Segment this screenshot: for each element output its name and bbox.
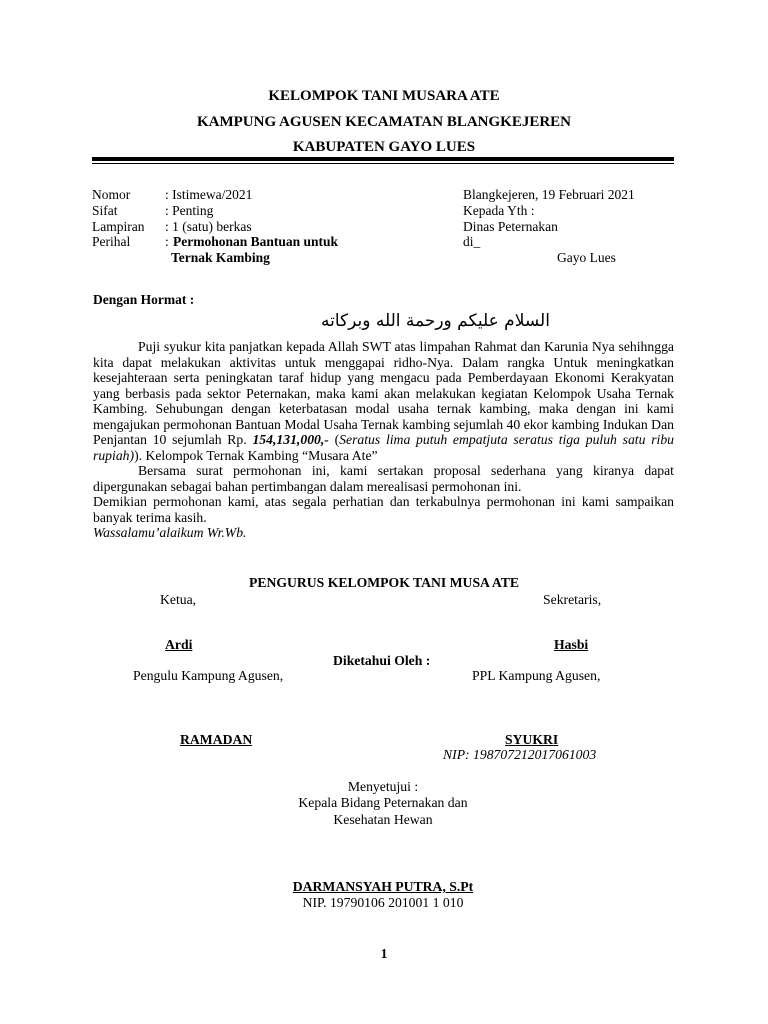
- letterhead-line-3: KABUPATEN GAYO LUES: [292, 139, 476, 155]
- place-date: Blangkejeren, 19 Februari 2021: [463, 187, 635, 202]
- letterhead-rule-thin: [92, 163, 674, 164]
- kabid-name: DARMANSYAH PUTRA, S.Pt: [292, 879, 474, 894]
- paragraph-1: [93, 339, 674, 463]
- lampiran-value: : 1 (satu) berkas: [165, 219, 252, 234]
- recipient: Dinas Peternakan: [463, 219, 558, 234]
- page-number: 1: [380, 946, 388, 961]
- diketahui-label: Diketahui Oleh :: [333, 653, 431, 668]
- sifat-label: Sifat: [92, 203, 118, 218]
- greeting: Dengan Hormat :: [93, 292, 195, 307]
- ketua-name: Ardi: [165, 637, 193, 652]
- pengulu-title: Pengulu Kampung Agusen,: [133, 668, 284, 683]
- recipient-city: Gayo Lues: [557, 250, 616, 265]
- sekretaris-title: Sekretaris,: [543, 592, 602, 607]
- perihal-value-line-1: Permohonan Bantuan untuk: [173, 234, 339, 249]
- ppl-nip: NIP: 198707212017061003: [443, 747, 597, 762]
- sekretaris-name: Hasbi: [554, 637, 589, 652]
- paragraph-3: Demikian permohonan kami, atas segala perhatian dan terkabulnya permohonan ini kami sampaikan banyak terima kasih.: [93, 494, 674, 525]
- closing-salutation: Wassalamu’alaikum Wr.Wb.: [93, 525, 247, 540]
- kabid-title-line-2: Kesehatan Hewan: [333, 812, 433, 827]
- letterhead-line-2: KAMPUNG AGUSEN KECAMATAN BLANGKEJEREN: [196, 114, 572, 130]
- sifat-value: : Penting: [165, 203, 214, 218]
- ppl-title: PPL Kampung Agusen,: [472, 668, 601, 683]
- nomor-value: : Istimewa/2021: [165, 187, 253, 202]
- di-label: di_: [463, 234, 481, 249]
- menyetujui-label: Menyetujui :: [347, 779, 419, 794]
- ketua-title: Ketua,: [160, 592, 197, 607]
- lampiran-label: Lampiran: [92, 219, 145, 234]
- amount: 154,131,000,-: [252, 432, 329, 447]
- letterhead-rule-thick: [92, 157, 674, 161]
- org-signature-title: PENGURUS KELOMPOK TANI MUSA ATE: [249, 575, 519, 590]
- amount-paren-open: (: [328, 432, 340, 447]
- perihal-colon: :: [165, 234, 169, 249]
- letterhead-line-1: KELOMPOK TANI MUSARA ATE: [268, 88, 500, 104]
- svg-text:السلام عليكم ورحمة الله وبركات: السلام عليكم ورحمة الله وبركاته: [321, 311, 550, 331]
- kabid-nip: NIP. 19790106 201001 1 010: [302, 895, 464, 910]
- letter-body: [93, 339, 674, 541]
- ppl-name: SYUKRI: [505, 732, 559, 747]
- amount-in-words: Seratus lima putuh empatjuta seratus tiga puluh satu ribu rupiah): [93, 432, 675, 463]
- perihal-label: Perihal: [92, 234, 131, 249]
- paragraph-1-end: ). Kelompok Ternak Kambing “Musara Ate”: [134, 447, 378, 463]
- perihal-value-line-2: Ternak Kambing: [171, 250, 270, 265]
- kabid-title-line-1: Kepala Bidang Peternakan dan: [298, 795, 468, 810]
- salam-calligraphy: [93, 308, 550, 334]
- kepada-label: Kepada Yth :: [463, 203, 535, 218]
- nomor-label: Nomor: [92, 187, 131, 202]
- pengulu-name: RAMADAN: [180, 732, 253, 747]
- paragraph-1-text: Puji syukur kita panjatkan kepada Allah SWT atas limpahan Rahmat dan Karunia Nya sehihngga kita dapat melakukan aktivitas untuk menggapai ridho-Nya. Dalam rangka Untuk meningkatkan kesejahteraan serta peningkatan taraf hidup yang mengacu pada Pemberdayaan Ekonomi Kerakyatan yang berbasis pada sektor Peternakan, maka kami akan melakukan kegiatan Kelompok Usaha Ternak Kambing. Sehubungan dengan keterbatasan modal usaha ternak kambing, maka dengan ini kami mengajukan permohonan Bantuan Modal Usaha Ternak kambing sejumlah 40 ekor kambing Indukan Dan Penjantan 10 sejumlah Rp.: [93, 339, 674, 447]
- paragraph-2: Bersama surat permohonan ini, kami sertakan proposal sederhana yang kiranya dapat dipergunakan sebagai bahan pertimbangan dalam merealisasi permohonan ini.: [93, 463, 674, 494]
